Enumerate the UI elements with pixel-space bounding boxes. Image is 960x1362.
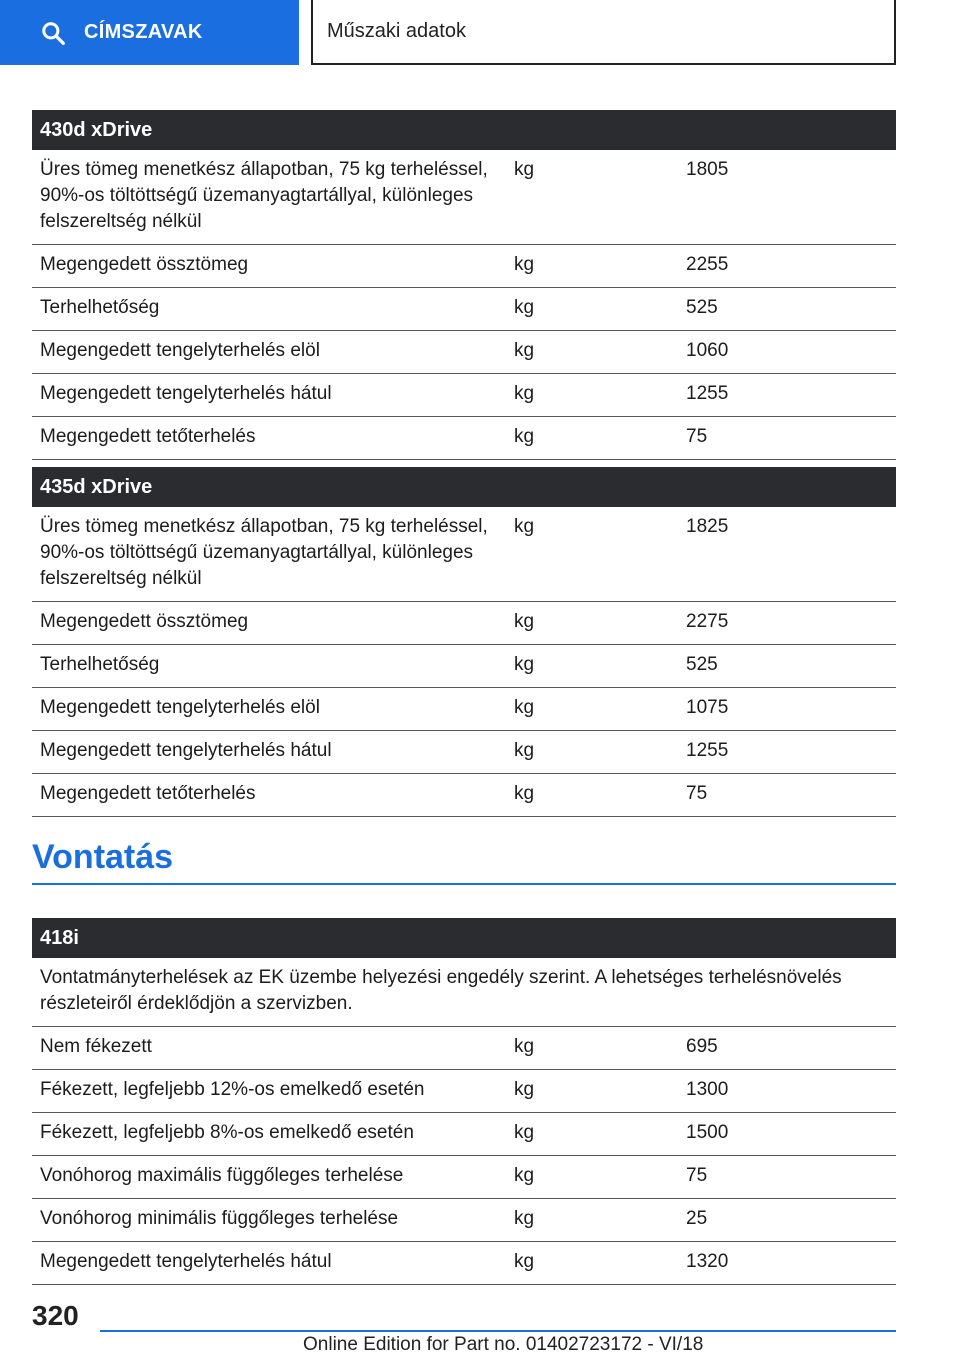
- row-label: Megengedett tetőterhelés: [40, 783, 256, 804]
- row-label: Megengedett tengelyterhelés elöl: [40, 340, 320, 361]
- row-value: 75: [686, 426, 708, 447]
- table-note: Vontatmányterhelések az EK üzembe helyezési engedély szerint. A lehetséges terhelésnövelés részleteiről érdeklődjön a szervizben.: [32, 958, 896, 1027]
- row-label: Megengedett tengelyterhelés elöl: [40, 697, 320, 718]
- row-label: Üres tömeg menetkész állapotban, 75 kg terheléssel, 90%-os töltöttségű üzemanyagtartállyal, különleges felszereltség nélkül: [40, 516, 488, 589]
- chapter-title: Műszaki adatok: [311, 0, 896, 65]
- row-label: Megengedett össztömeg: [40, 611, 249, 632]
- table-row: [32, 331, 896, 374]
- search-icon: [40, 20, 66, 46]
- row-unit: kg: [514, 740, 535, 761]
- towing-table-418i: [32, 918, 896, 1285]
- table-row: [32, 688, 896, 731]
- row-unit: kg: [514, 783, 535, 804]
- row-label: Fékezett, legfeljebb 12%-os emelkedő esetén: [40, 1079, 425, 1100]
- row-value: 75: [686, 1165, 708, 1186]
- row-value: 25: [686, 1208, 708, 1229]
- row-unit: kg: [514, 340, 535, 361]
- row-value: 1075: [686, 697, 729, 718]
- table-row: [32, 1199, 896, 1242]
- row-value: 1805: [686, 159, 729, 180]
- row-unit: kg: [514, 426, 535, 447]
- table-row: [32, 774, 896, 817]
- row-unit: kg: [514, 159, 535, 180]
- row-label: Megengedett össztömeg: [40, 254, 249, 275]
- row-unit: kg: [514, 1251, 535, 1272]
- table-row: [32, 245, 896, 288]
- table-row: [32, 1113, 896, 1156]
- table-row: [32, 417, 896, 460]
- row-label: Terhelhetőség: [40, 297, 160, 318]
- row-unit: kg: [514, 654, 535, 675]
- row-value: 695: [686, 1036, 718, 1057]
- row-value: 1060: [686, 340, 729, 361]
- table-row: [32, 1242, 896, 1285]
- row-unit: kg: [514, 1079, 535, 1100]
- row-value: 1255: [686, 740, 729, 761]
- table-row: [32, 150, 896, 245]
- row-label: Vonóhorog minimális függőleges terhelése: [40, 1208, 399, 1229]
- row-unit: kg: [514, 254, 535, 275]
- row-label: Megengedett tetőterhelés: [40, 426, 256, 447]
- table-header: 435d xDrive: [32, 467, 896, 507]
- table-header: 430d xDrive: [32, 110, 896, 150]
- row-label: Megengedett tengelyterhelés hátul: [40, 383, 332, 404]
- section-heading-towing: Vontatás: [32, 838, 896, 885]
- table-row: [32, 374, 896, 417]
- row-value: 525: [686, 297, 718, 318]
- table-row: [32, 1027, 896, 1070]
- edition-text: Online Edition for Part no. 01402723172 - VI/18: [303, 1334, 704, 1355]
- row-unit: kg: [514, 1165, 535, 1186]
- row-unit: kg: [514, 1122, 535, 1143]
- row-value: 75: [686, 783, 708, 804]
- table-row: [32, 645, 896, 688]
- spec-table-430d: [32, 110, 896, 460]
- row-value: 1825: [686, 516, 729, 537]
- table-row: [32, 507, 896, 602]
- row-unit: kg: [514, 611, 535, 632]
- row-unit: kg: [514, 697, 535, 718]
- row-value: 2255: [686, 254, 729, 275]
- row-label: Megengedett tengelyterhelés hátul: [40, 740, 332, 761]
- page-number: 320: [32, 1300, 79, 1331]
- row-value: 2275: [686, 611, 729, 632]
- row-label: Nem fékezett: [40, 1036, 152, 1057]
- row-unit: kg: [514, 297, 535, 318]
- row-label: Üres tömeg menetkész állapotban, 75 kg terheléssel, 90%-os töltöttségű üzemanyagtartállyal, különleges felszereltség nélkül: [40, 159, 488, 232]
- table-row: [32, 1156, 896, 1199]
- row-unit: kg: [514, 1208, 535, 1229]
- row-value: 1320: [686, 1251, 729, 1272]
- row-unit: kg: [514, 516, 535, 537]
- search-label: CÍMSZAVAK: [84, 21, 203, 43]
- table-row: [32, 731, 896, 774]
- keyword-search-button[interactable]: [0, 0, 299, 65]
- row-unit: kg: [514, 383, 535, 404]
- table-header: 418i: [32, 918, 896, 958]
- row-label: Terhelhetőség: [40, 654, 160, 675]
- row-label: Fékezett, legfeljebb 8%-os emelkedő esetén: [40, 1122, 414, 1143]
- footer-divider: [100, 1330, 896, 1332]
- row-value: 525: [686, 654, 718, 675]
- row-value: 1500: [686, 1122, 729, 1143]
- row-label: Megengedett tengelyterhelés hátul: [40, 1251, 332, 1272]
- row-unit: kg: [514, 1036, 535, 1057]
- spec-table-435d: [32, 467, 896, 817]
- row-label: Vonóhorog maximális függőleges terhelése: [40, 1165, 404, 1186]
- table-row: [32, 1070, 896, 1113]
- row-value: 1255: [686, 383, 729, 404]
- table-row: [32, 602, 896, 645]
- table-row: [32, 288, 896, 331]
- row-value: 1300: [686, 1079, 729, 1100]
